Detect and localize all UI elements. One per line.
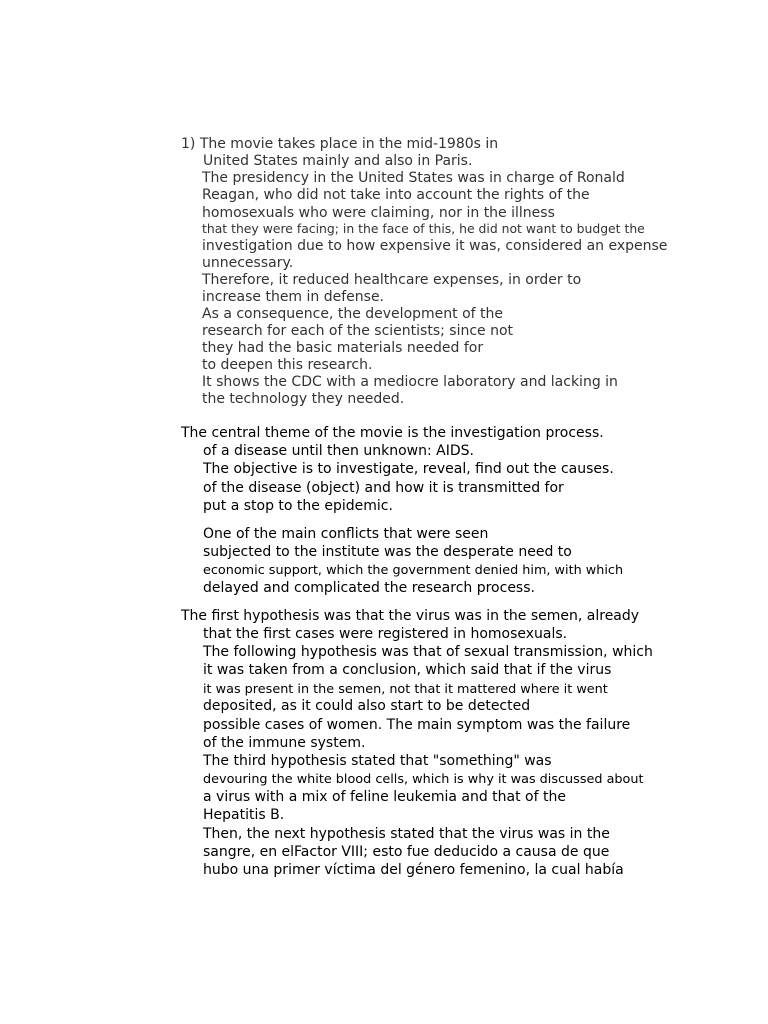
paragraph-line: subjected to the institute was the desperate need to	[203, 544, 572, 560]
paragraph-line: it was taken from a conclusion, which said that if the virus	[203, 662, 612, 678]
paragraph-line: United States mainly and also in Paris.	[203, 153, 473, 169]
paragraph-line: The objective is to investigate, reveal, find out the causes.	[203, 461, 614, 477]
paragraph-line: It shows the CDC with a mediocre laboratory and lacking in	[202, 374, 618, 390]
paragraph-line: unnecessary.	[202, 255, 294, 271]
paragraph-line: 1) The movie takes place in the mid-1980s in	[181, 136, 499, 152]
paragraph-line: put a stop to the epidemic.	[203, 498, 393, 514]
paragraph-line: of a disease until then unknown: AIDS.	[203, 443, 474, 459]
paragraph-line: Therefore, it reduced healthcare expenses, in order to	[202, 272, 582, 288]
paragraph-line: that the first cases were registered in homosexuals.	[203, 626, 568, 642]
paragraph-line: deposited, as it could also start to be detected	[203, 698, 531, 714]
paragraph-line: that they were facing; in the face of this, he did not want to budget the	[202, 221, 645, 236]
paragraph-line: research for each of the scientists; since not	[202, 323, 514, 339]
paragraph-line: hubo una primer víctima del género femenino, la cual había	[203, 862, 624, 878]
paragraph-line: possible cases of women. The main symptom was the failure	[203, 717, 631, 733]
paragraph-line: they had the basic materials needed for	[202, 340, 484, 356]
paragraph-line: Hepatitis B.	[203, 807, 285, 823]
paragraph-line: of the immune system.	[203, 735, 366, 751]
paragraph-line: The first hypothesis was that the virus was in the semen, already	[181, 608, 640, 624]
paragraph-line: Then, the next hypothesis stated that the virus was in the	[203, 826, 610, 842]
paragraph-line: investigation due to how expensive it was, considered an expense	[202, 238, 668, 254]
paragraph-line: increase them in defense.	[202, 289, 385, 305]
paragraph-line: The third hypothesis stated that "something" was	[203, 753, 552, 769]
paragraph-line: The presidency in the United States was in charge of Ronald	[202, 170, 625, 186]
paragraph-line: Reagan, who did not take into account the rights of the	[202, 187, 590, 203]
paragraph-line: sangre, en elFactor VIII; esto fue deducido a causa de que	[203, 844, 610, 860]
paragraph-line: economic support, which the government denied him, with which	[203, 563, 624, 578]
paragraph-line: The central theme of the movie is the investigation process.	[181, 425, 604, 441]
paragraph-line: of the disease (object) and how it is transmitted for	[203, 480, 564, 496]
paragraph-line: As a consequence, the development of the	[202, 306, 503, 322]
paragraph-line: a virus with a mix of feline leukemia and that of the	[203, 789, 566, 805]
paragraph-line: homosexuals who were claiming, nor in the illness	[202, 205, 555, 221]
paragraph-line: it was present in the semen, not that it mattered where it went	[203, 682, 608, 697]
paragraph-line: the technology they needed.	[202, 391, 405, 407]
paragraph-line: delayed and complicated the research process.	[203, 580, 535, 596]
paragraph-line: devouring the white blood cells, which is why it was discussed about	[203, 772, 644, 787]
paragraph-line: to deepen this research.	[202, 357, 373, 373]
paragraph-line: The following hypothesis was that of sexual transmission, which	[203, 644, 653, 660]
paragraph-line: One of the main conflicts that were seen	[203, 526, 489, 542]
